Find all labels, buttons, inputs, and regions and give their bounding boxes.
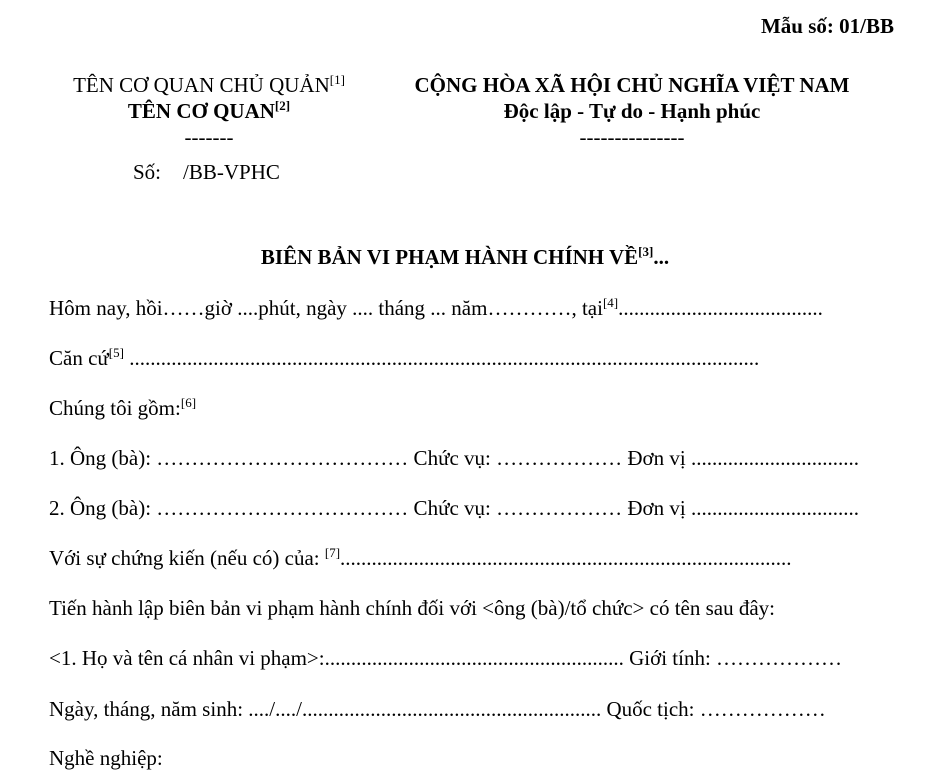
legal-basis-line: [49, 346, 759, 371]
parent-agency-line: [44, 72, 374, 98]
agency-name: TÊN CƠ QUAN: [127, 99, 275, 123]
witness-text: Với sự chứng kiến (nếu có) của:: [49, 546, 325, 570]
proceed-line: Tiến hành lập biên bản vi phạm hành chính đối với <ông (bà)/tổ chức> có tên sau đây:: [49, 596, 775, 620]
footnote-ref-5: [5]: [108, 345, 124, 360]
document-number: [133, 160, 280, 185]
occupation-line: Nghề nghiệp:: [49, 746, 163, 770]
agency-header: [44, 72, 374, 150]
agency-separator: -------: [184, 125, 234, 149]
witness-line: [49, 546, 792, 571]
legal-basis-fill: ........................................................................................................................: [123, 346, 760, 370]
footnote-ref-7: [7]: [324, 545, 341, 560]
date-place-text: Hôm nay, hồi……giờ ....phút, ngày .... tháng ... năm…………, tại: [49, 296, 603, 320]
parent-agency-name: TÊN CƠ QUAN CHỦ QUẢN: [73, 73, 330, 97]
national-header: [392, 72, 872, 150]
member-2-line: 2. Ông (bà): ……………………………… Chức vụ: ……………… Đơn vị ................................: [49, 496, 859, 520]
birth-date-line: Ngày, tháng, năm sinh: ..../..../......................................................... Quốc tịch: ………………: [49, 697, 826, 721]
number-suffix: /BB-VPHC: [183, 160, 280, 184]
violator-name-line: <1. Họ và tên cá nhân vi phạm>:......................................................... Giới tính: ………………: [49, 646, 843, 670]
motto-separator: ---------------: [579, 125, 685, 149]
agency-line: [44, 98, 374, 124]
title-text: BIÊN BẢN VI PHẠM HÀNH CHÍNH VỀ: [260, 245, 639, 269]
form-code: Mẫu số: 01/BB: [760, 14, 894, 38]
footnote-ref-4: [4]: [602, 295, 619, 310]
member-1-line: 1. Ông (bà): ……………………………… Chức vụ: ……………… Đơn vị ................................: [49, 446, 859, 470]
footnote-ref-6: [6]: [180, 395, 197, 410]
members-text: Chúng tôi gồm:: [49, 396, 181, 420]
number-label: Số:: [133, 160, 162, 184]
national-motto: Độc lập - Tự do - Hạnh phúc: [503, 99, 761, 123]
title-suffix: ...: [653, 245, 670, 269]
footnote-ref-3: [3]: [638, 244, 654, 259]
witness-fill: ......................................................................................: [340, 546, 792, 570]
footnote-ref-1: [1]: [329, 72, 345, 87]
legal-basis-text: Căn cứ: [49, 346, 109, 370]
document-title: [0, 245, 930, 270]
nation-name: CỘNG HÒA XÃ HỘI CHỦ NGHĨA VIỆT NAM: [414, 73, 850, 97]
members-line: [49, 396, 196, 421]
date-place-fill: .......................................: [618, 296, 823, 320]
footnote-ref-2: [2]: [274, 98, 291, 113]
date-place-line: [49, 296, 823, 321]
